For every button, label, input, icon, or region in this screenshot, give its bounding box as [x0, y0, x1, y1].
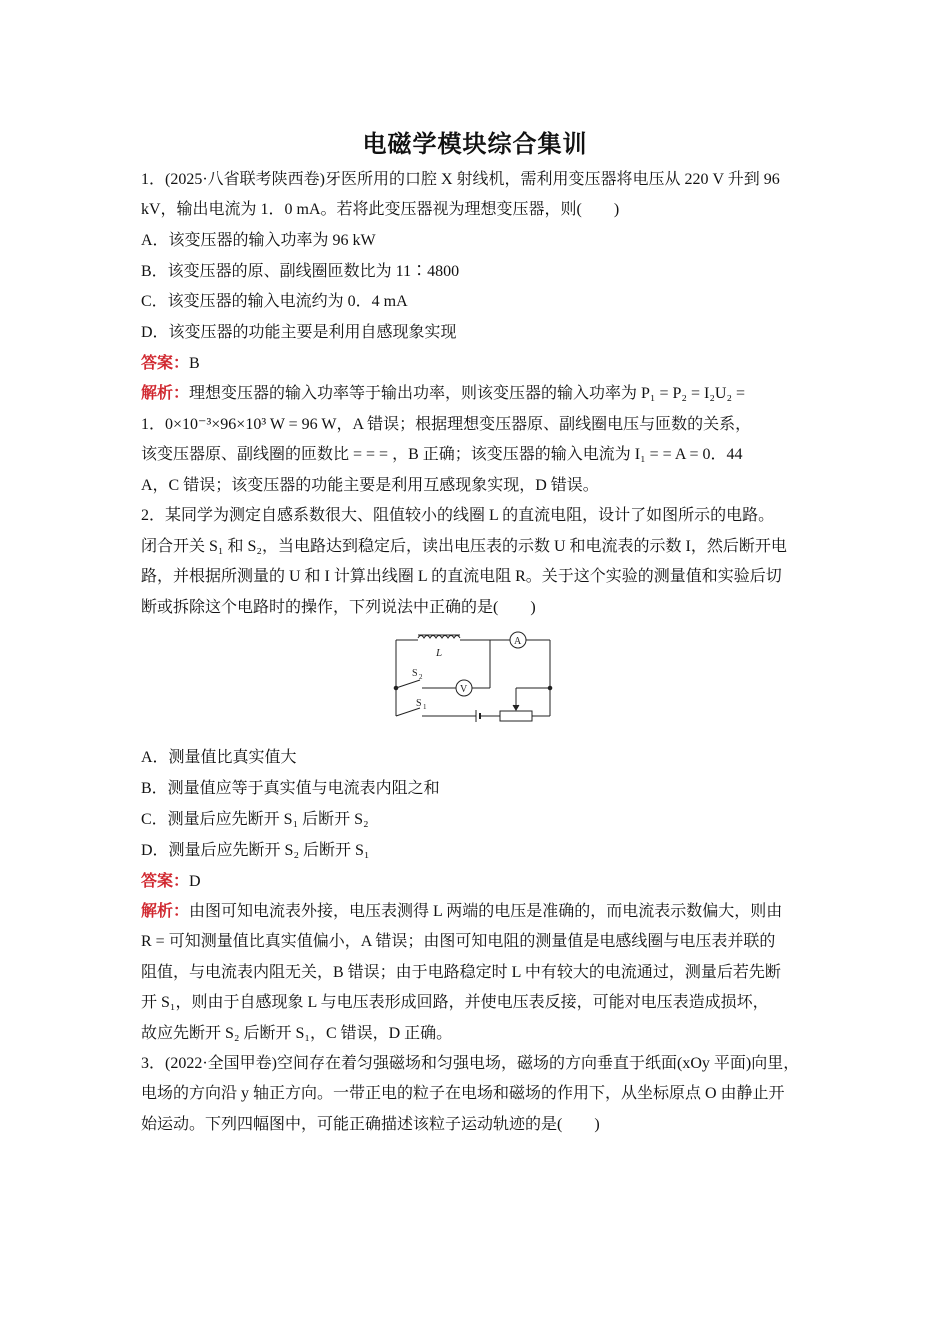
node-dot	[548, 686, 552, 690]
q1-answer	[141, 354, 813, 374]
answer-label: 答案：	[141, 355, 190, 372]
q2-analysis-line-5: 故应先断开 S₂ 后断开 S₁，C 错误，D 正确。	[141, 1025, 453, 1042]
switch-s1-sub: 1	[423, 703, 427, 711]
rheostat	[500, 711, 532, 721]
q1-option-b: B．该变压器的原、副线圈匝数比为 11∶4800	[141, 263, 460, 280]
switch-s2-label: S	[412, 668, 418, 679]
analysis-label: 解析：	[141, 385, 190, 402]
answer-value: D	[189, 873, 201, 890]
q2-answer	[141, 872, 813, 892]
q2-analysis-line-3: 阻值，与电流表内阻无关，B 错误；由于电路稳定时 L 中有较大的电流通过，测量后若先断	[141, 964, 781, 981]
q1-analysis-line-1	[141, 384, 813, 404]
analysis-text: 由图可知电流表外接，电压表测得 L 两端的电压是准确的，而电流表示数偏大，则由	[189, 903, 783, 920]
q2-analysis-line-4: 开 S₁，则由于自感现象 L 与电压表形成回路，并使电压表反接，可能对电压表造成损坏，	[141, 994, 769, 1011]
voltmeter-label: V	[460, 684, 468, 695]
inductor-label: L	[436, 647, 443, 659]
q2-option-c: C．测量后应先断开 S₁ 后断开 S₂	[141, 811, 369, 828]
q1-option-a: A．该变压器的输入功率为 96 kW	[141, 232, 376, 249]
q2-option-b: B．测量值应等于真实值与电流表内阻之和	[141, 780, 440, 797]
q1-analysis-line-2: 1．0×10⁻³×96×10³ W = 96 W，A 错误；根据理想变压器原、副线圈电压与匝数的关系，	[141, 416, 752, 433]
switch-s2-sub: 2	[419, 673, 423, 681]
q1-stem-line-2: kV，输出电流为 1．0 mA。若将此变压器视为理想变压器，则( )	[141, 201, 620, 218]
q2-stem-line-4: 断或拆除这个电路时的操作，下列说法中正确的是( )	[141, 599, 536, 616]
q2-option-d: D．测量后应先断开 S₂ 后断开 S₁	[141, 842, 370, 859]
switch-s2	[396, 680, 420, 688]
circuit-diagram	[386, 630, 556, 726]
ammeter-label: A	[514, 636, 522, 647]
switch-s1	[396, 708, 420, 716]
q3-stem-line-2: 电场的方向沿 y 轴正方向。一带正电的粒子在电场和磁场的作用下，从坐标原点 O 由静止开	[141, 1085, 785, 1102]
q1-analysis-line-4: A，C 错误；该变压器的功能主要是利用互感现象实现，D 错误。	[141, 477, 599, 494]
q2-option-a: A．测量值比真实值大	[141, 749, 297, 766]
q1-option-c: C．该变压器的输入电流约为 0．4 mA	[141, 293, 408, 310]
answer-label: 答案：	[141, 873, 190, 890]
q2-stem-line-1: 2．某同学为测定自感系数很大、阻值较小的线圈 L 的直流电阻，设计了如图所示的电路。	[141, 507, 775, 524]
page-title: 电磁学模块综合集训	[362, 132, 588, 158]
answer-value: B	[189, 355, 200, 372]
switch-s1-label: S	[416, 698, 422, 709]
q1-stem-line-1: 1．(2025·八省联考陕西卷)牙医所用的口腔 X 射线机，需利用变压器将电压从 220 V 升到 96	[141, 171, 780, 188]
q2-analysis-line-2: R = 可知测量值比真实值偏小，A 错误；由图可知电阻的测量值是电感线圈与电压表并联的	[141, 933, 776, 950]
q1-option-d: D．该变压器的功能主要是利用自感现象实现	[141, 324, 457, 341]
analysis-label: 解析：	[141, 903, 190, 920]
q2-analysis-line-1	[141, 902, 813, 922]
q2-stem-line-2: 闭合开关 S₁ 和 S₂，当电路达到稳定后，读出电压表的示数 U 和电流表的示数 I，然后断开电	[141, 538, 787, 555]
q3-stem-line-3: 始运动。下列四幅图中，可能正确描述该粒子运动轨迹的是( )	[141, 1116, 600, 1133]
analysis-text: 理想变压器的输入功率等于输出功率，则该变压器的输入功率为 P₁ = P₂ = I₂U₂ =	[189, 385, 746, 402]
inductor-coil	[418, 636, 460, 639]
q3-stem-line-1: 3．(2022·全国甲卷)空间存在着匀强磁场和匀强电场，磁场的方向垂直于纸面(xOy 平面)向里，	[141, 1055, 800, 1072]
q1-analysis-line-3: 该变压器原、副线圈的匝数比 = = = ，B 正确；该变压器的输入电流为 I₁ = = A = 0．44	[141, 446, 743, 463]
q2-stem-line-3: 路，并根据所测量的 U 和 I 计算出线圈 L 的直流电阻 R。关于这个实验的测量值和实验后切	[141, 568, 782, 585]
